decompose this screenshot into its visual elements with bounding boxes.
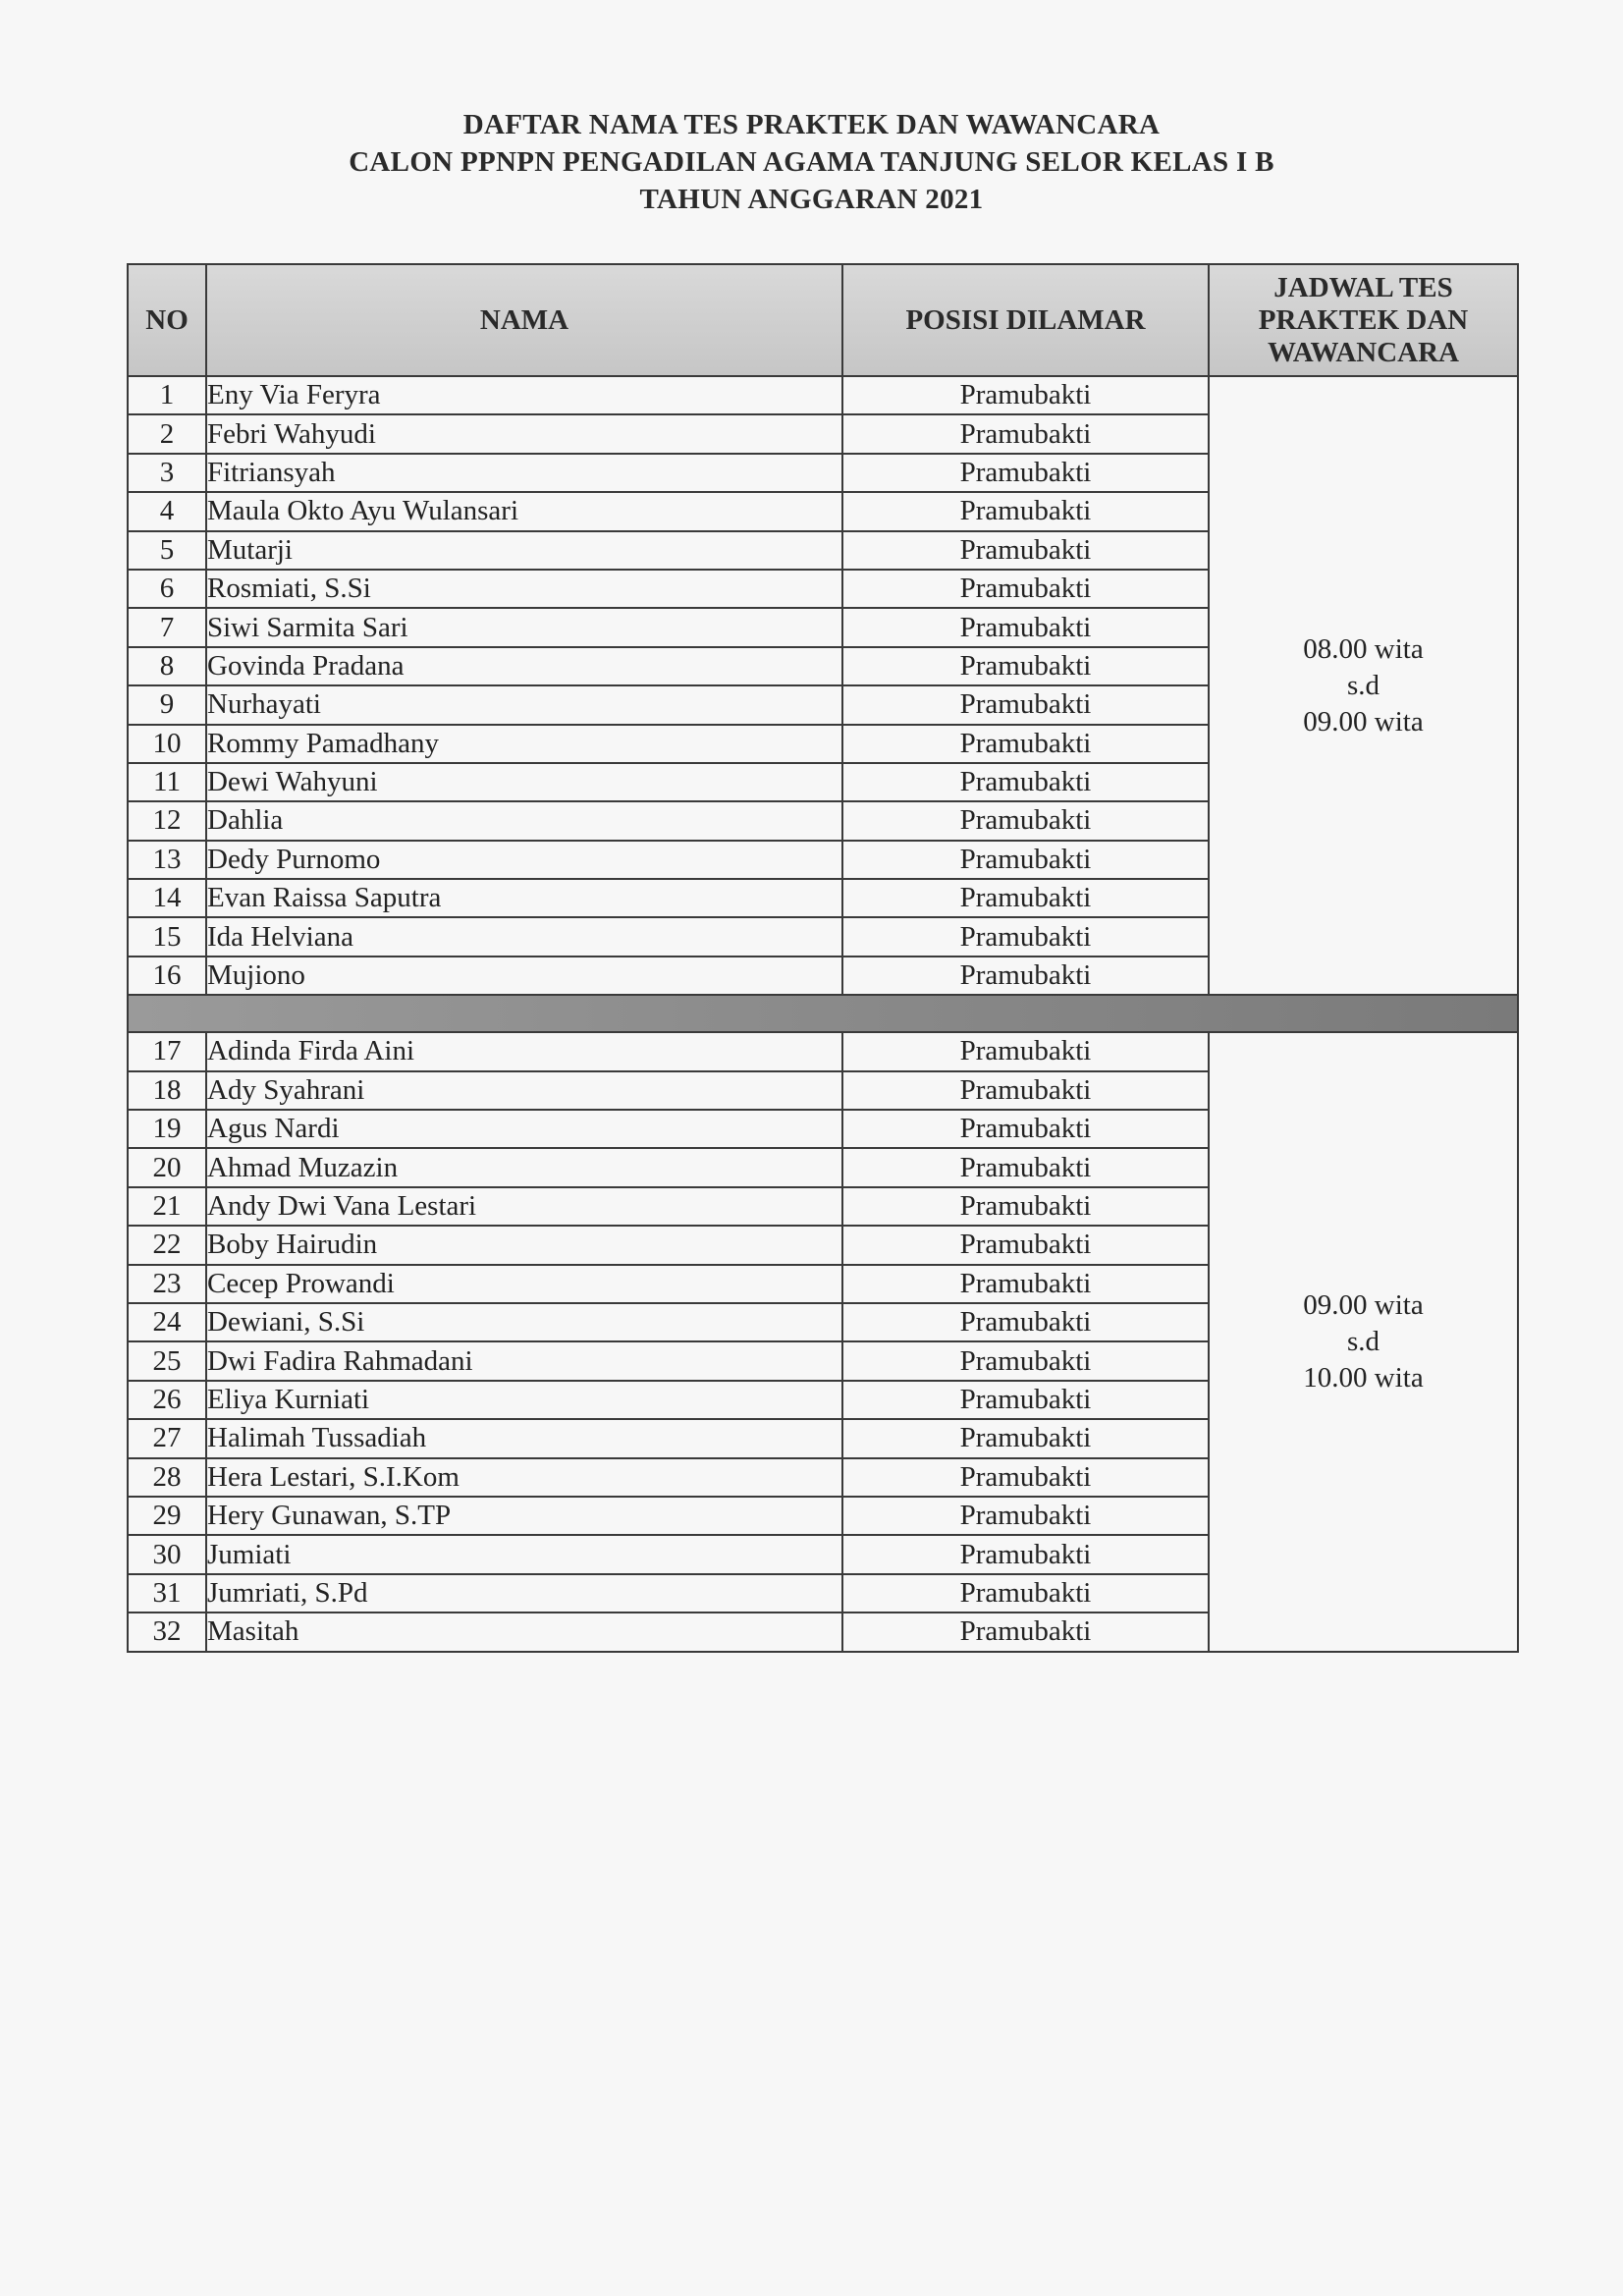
- participant-name: Rommy Pamadhany: [206, 725, 842, 763]
- row-number: 10: [128, 725, 206, 763]
- row-number: 26: [128, 1381, 206, 1419]
- row-number: 25: [128, 1341, 206, 1380]
- row-number: 32: [128, 1613, 206, 1651]
- title-line-2: CALON PPNPN PENGADILAN AGAMA TANJUNG SELOR KELAS I B: [349, 146, 1274, 178]
- position-applied: Pramubakti: [842, 376, 1209, 414]
- participant-name: Andy Dwi Vana Lestari: [206, 1187, 842, 1226]
- table-header-row: [128, 264, 1518, 376]
- position-applied: Pramubakti: [842, 1497, 1209, 1535]
- participant-name: Ida Helviana: [206, 917, 842, 956]
- row-number: 11: [128, 763, 206, 801]
- row-number: 2: [128, 414, 206, 453]
- position-applied: Pramubakti: [842, 647, 1209, 685]
- participant-name: Siwi Sarmita Sari: [206, 608, 842, 646]
- position-applied: Pramubakti: [842, 1032, 1209, 1070]
- row-number: 9: [128, 685, 206, 724]
- table-body: [128, 376, 1518, 1652]
- participant-name: Febri Wahyudi: [206, 414, 842, 453]
- row-number: 3: [128, 454, 206, 492]
- row-number: 15: [128, 917, 206, 956]
- participant-name: Mujiono: [206, 957, 842, 995]
- position-applied: Pramubakti: [842, 1110, 1209, 1148]
- row-number: 4: [128, 492, 206, 530]
- row-number: 12: [128, 801, 206, 840]
- participant-name: Dahlia: [206, 801, 842, 840]
- row-number: 13: [128, 841, 206, 879]
- position-applied: Pramubakti: [842, 685, 1209, 724]
- participant-name: Jumriati, S.Pd: [206, 1574, 842, 1613]
- participant-name: Maula Okto Ayu Wulansari: [206, 492, 842, 530]
- position-applied: Pramubakti: [842, 1265, 1209, 1303]
- row-number: 21: [128, 1187, 206, 1226]
- position-applied: Pramubakti: [842, 841, 1209, 879]
- position-applied: Pramubakti: [842, 1574, 1209, 1613]
- position-applied: Pramubakti: [842, 1419, 1209, 1457]
- position-applied: Pramubakti: [842, 1381, 1209, 1419]
- schedule-line: s.d: [1346, 669, 1380, 701]
- row-number: 6: [128, 570, 206, 608]
- position-applied: Pramubakti: [842, 917, 1209, 956]
- row-number: 5: [128, 531, 206, 570]
- position-applied: Pramubakti: [842, 1187, 1209, 1226]
- row-number: 27: [128, 1419, 206, 1457]
- row-number: 8: [128, 647, 206, 685]
- position-applied: Pramubakti: [842, 957, 1209, 995]
- row-number: 20: [128, 1148, 206, 1186]
- header-jadwal: [1209, 264, 1518, 376]
- position-applied: Pramubakti: [842, 763, 1209, 801]
- position-applied: Pramubakti: [842, 1071, 1209, 1110]
- position-applied: Pramubakti: [842, 1341, 1209, 1380]
- participant-name: Halimah Tussadiah: [206, 1419, 842, 1457]
- position-applied: Pramubakti: [842, 1535, 1209, 1573]
- participant-table: [127, 263, 1519, 1653]
- participant-name: Evan Raissa Saputra: [206, 879, 842, 917]
- schedule-cell: [1209, 376, 1518, 995]
- position-applied: Pramubakti: [842, 1226, 1209, 1264]
- table-row: [128, 1032, 1518, 1070]
- row-number: 19: [128, 1110, 206, 1148]
- participant-name: Cecep Prowandi: [206, 1265, 842, 1303]
- position-applied: Pramubakti: [842, 570, 1209, 608]
- header-jadwal-line: PRAKTEK DAN: [1258, 303, 1469, 336]
- position-applied: Pramubakti: [842, 1613, 1209, 1651]
- row-number: 28: [128, 1458, 206, 1497]
- participant-name: Hera Lestari, S.I.Kom: [206, 1458, 842, 1497]
- document-title: [0, 106, 1623, 218]
- row-number: 1: [128, 376, 206, 414]
- schedule-line: 10.00 wita: [1303, 1361, 1424, 1394]
- row-number: 23: [128, 1265, 206, 1303]
- participant-name: Eny Via Feryra: [206, 376, 842, 414]
- group-separator-row: [128, 995, 1518, 1032]
- row-number: 17: [128, 1032, 206, 1070]
- schedule-line: 09.00 wita: [1303, 705, 1424, 738]
- participant-name: Masitah: [206, 1613, 842, 1651]
- position-applied: Pramubakti: [842, 531, 1209, 570]
- participant-name: Ahmad Muzazin: [206, 1148, 842, 1186]
- row-number: 18: [128, 1071, 206, 1110]
- participant-name: Rosmiati, S.Si: [206, 570, 842, 608]
- position-applied: Pramubakti: [842, 1458, 1209, 1497]
- group-separator-bar: [128, 995, 1518, 1032]
- row-number: 16: [128, 957, 206, 995]
- position-applied: Pramubakti: [842, 454, 1209, 492]
- participant-name: Eliya Kurniati: [206, 1381, 842, 1419]
- row-number: 22: [128, 1226, 206, 1264]
- schedule-line: 08.00 wita: [1303, 632, 1424, 665]
- participant-name: Govinda Pradana: [206, 647, 842, 685]
- position-applied: Pramubakti: [842, 879, 1209, 917]
- row-number: 14: [128, 879, 206, 917]
- schedule-cell: [1209, 1032, 1518, 1651]
- position-applied: Pramubakti: [842, 1148, 1209, 1186]
- participant-name: Dedy Purnomo: [206, 841, 842, 879]
- row-number: 31: [128, 1574, 206, 1613]
- participant-name: Hery Gunawan, S.TP: [206, 1497, 842, 1535]
- header-jadwal-line: WAWANCARA: [1268, 336, 1459, 368]
- row-number: 24: [128, 1303, 206, 1341]
- row-number: 29: [128, 1497, 206, 1535]
- participant-name: Nurhayati: [206, 685, 842, 724]
- header-jadwal-line: JADWAL TES: [1273, 271, 1453, 303]
- participant-name: Boby Hairudin: [206, 1226, 842, 1264]
- header-no: NO: [128, 264, 206, 376]
- title-line-1: DAFTAR NAMA TES PRAKTEK DAN WAWANCARA: [462, 109, 1161, 140]
- participant-name: Mutarji: [206, 531, 842, 570]
- participant-name: Dewi Wahyuni: [206, 763, 842, 801]
- position-applied: Pramubakti: [842, 492, 1209, 530]
- participant-name: Fitriansyah: [206, 454, 842, 492]
- participant-name: Jumiati: [206, 1535, 842, 1573]
- schedule-line: 09.00 wita: [1303, 1288, 1424, 1321]
- participant-name: Adinda Firda Aini: [206, 1032, 842, 1070]
- position-applied: Pramubakti: [842, 725, 1209, 763]
- title-line-3: TAHUN ANGGARAN 2021: [639, 184, 984, 215]
- participant-name: Ady Syahrani: [206, 1071, 842, 1110]
- header-nama: NAMA: [206, 264, 842, 376]
- position-applied: Pramubakti: [842, 414, 1209, 453]
- position-applied: Pramubakti: [842, 1303, 1209, 1341]
- row-number: 7: [128, 608, 206, 646]
- participant-name: Agus Nardi: [206, 1110, 842, 1148]
- participant-name: Dwi Fadira Rahmadani: [206, 1341, 842, 1380]
- header-posisi: POSISI DILAMAR: [842, 264, 1209, 376]
- position-applied: Pramubakti: [842, 608, 1209, 646]
- position-applied: Pramubakti: [842, 801, 1209, 840]
- schedule-line: s.d: [1346, 1325, 1380, 1357]
- row-number: 30: [128, 1535, 206, 1573]
- participant-name: Dewiani, S.Si: [206, 1303, 842, 1341]
- table-row: [128, 376, 1518, 414]
